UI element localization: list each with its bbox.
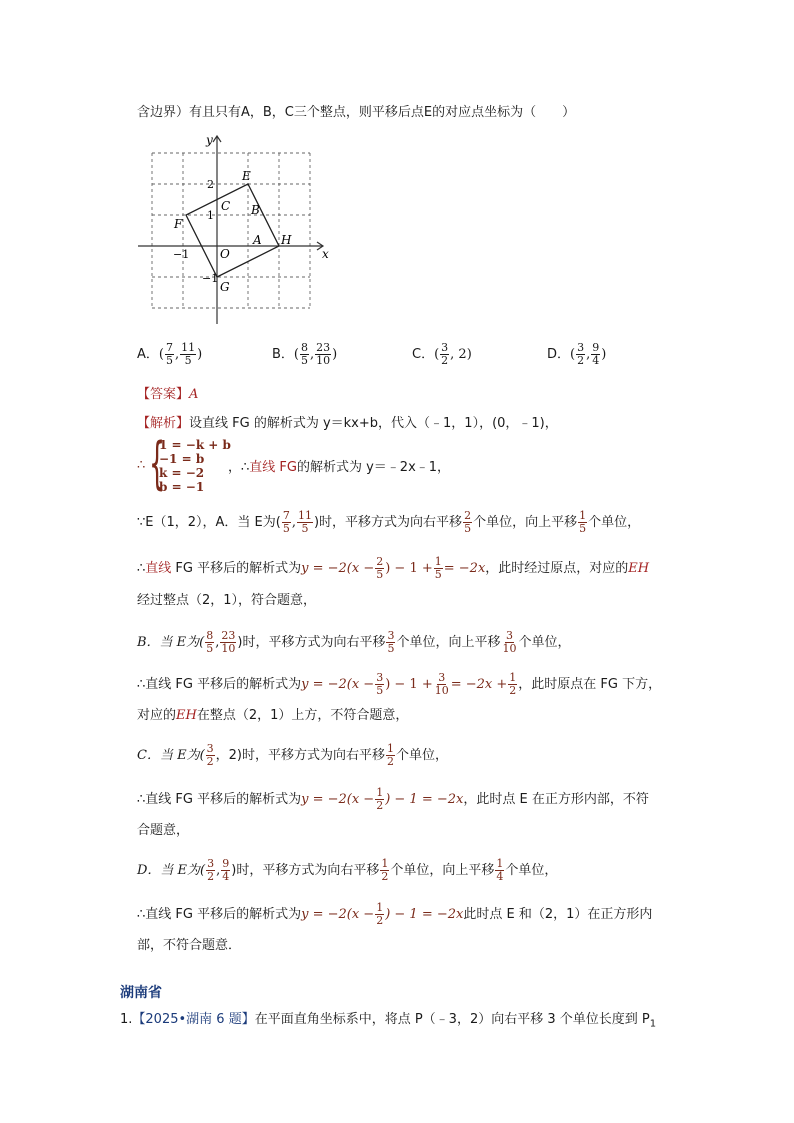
next-question-text: 在平面直角坐标系中，将点 P（﹣3，2）向右平移 3 个单位长度到 P — [254, 1012, 650, 1027]
frac-23-10-den: 10 — [221, 642, 236, 655]
l4f: = −2x — [443, 561, 486, 576]
l8b: EH — [176, 708, 197, 723]
l9a: C．当 E为( — [137, 748, 205, 763]
frac-3-2-den: 2 — [206, 755, 214, 768]
document-page: 含边界）有且只有A，B，C三个整点，则平移后点E的对应点坐标为（ ） x y 2 1 −1 −1 O E F C B A H G A．( $\frac{7}{5}$ , $\frac{11}{5}$ ) B．( $\frac{8}{5}$ , $\frac{23}{10}$ ) C．( $\frac{3}{2}$ , 2) D．( $\frac{3}{2}$ , $\frac{9}{4}$ ) 【答案】A 【解析】设直线 FG 的解析式为 y＝kx+b，代入（﹣1，1），(0，﹣1)， ∴ { 1 = −k + b −1 = b k = −2 b = −1 ，∴直线 FG的解析式为 y＝﹣2x﹣1， ∵E（1，2），A．当 E为( $\frac{7}{5}$ , $\frac{11}{5}$ )时，平移方式为向右平移 $\frac{2}{5}$ 个单位，向上平移 $\frac{1}{5}$ 个单位， ∴直线 FG 平移后的解析式为y = −2(x − $\frac{2}{5}$ ) − 1 + $\frac{1}{5}$ = −2x，此时经过原点，对应的EH 经过整点（2，1），符合题意， B．当 E为( $\frac{8}{5}$ , $\frac{23}{10}$ )时，平移方式为向右平移 $\frac{3}{5}$ 个单位，向上平移 $\frac{3}{10}$ 个单位， ∴直线 FG 平移后的解析式为y = −2(x − $\frac{3}{5}$ ) − 1 + $\frac{3}{10}$ = −2x + $\frac{1}{2}$ ，此时原点在 FG 下方， 对应的EH在整点（2，1）上方，不符合题意， C．当 E为( $\frac{3}{2}$ ，2)时，平移方式为向右平移 $\frac{1}{2}$ 个单位， ∴直线 FG 平移后的解析式为y = −2(x − $\frac{1}{2}$ ) − 1 = −2x，此时点 E 在正方形内部，不符 合题意， D．当 E为( $\frac{3}{2}$ , $\frac{9}{4}$ )时，平移方式为向右平移 $\frac{1}{2}$ 个单位，向上平移 $\frac{1}{4}$ 个单位， ∴直线 FG 平移后的解析式为y = −2(x − $\frac{1}{2}$ ) − 1 = −2x此时点 E 和（2，1）在正方形内 部，不符合题意． 湖南省 1.【2025•湖南 6 题】在平面直角坐标系中，将点 P（﹣3，2）向右平移 3 个单位长度到 $P_1$ — [0, 0, 794, 1123]
analysis-line-9 — [137, 743, 448, 768]
choice-B-letter: B． — [272, 347, 294, 362]
tick-1: 1 — [207, 209, 214, 222]
frac-2-5-den: 5 — [376, 568, 384, 581]
l12a: D．当 E为( — [137, 863, 206, 878]
analysis-l1: 设直线 FG 的解析式为 y＝kx+b，代入（﹣1，1），(0，﹣1)， — [189, 416, 558, 431]
choice-D-n1: 3 — [577, 341, 585, 354]
choice-C-d1: 2 — [441, 354, 449, 367]
l8a: 对应的 — [137, 708, 177, 723]
l6b: )时，平移方式为向右平移 — [237, 635, 386, 650]
frac-3-5-num: 3 — [387, 629, 395, 642]
choice-B-n1: 8 — [301, 341, 308, 354]
next-question-sub: 1 — [649, 1018, 657, 1030]
frac-2-5-den: 5 — [464, 522, 472, 535]
frac-1-5-num: 1 — [579, 509, 587, 522]
l7a: ∴直线 FG 平移后的解析式为 — [137, 677, 302, 692]
analysis-line-3: ∵E（1，2），A．当 E为( $\frac{7}{5}$ , $\frac{11}{5}$ )时，平移方式为向右平移 $\frac{2}{5}$ 个单位，向上平移 $\frac{1}{5}$ 个单位， — [137, 509, 641, 535]
answer-line — [137, 385, 198, 405]
choice-C-v2: 2 — [458, 347, 467, 362]
point-F-label: F — [174, 217, 183, 231]
frac-11-5-den: 5 — [301, 522, 309, 535]
frac-1-2-den: 2 — [376, 914, 384, 927]
frac-9-4-den: 4 — [222, 870, 230, 883]
l6c: 个单位，向上平移 — [396, 635, 501, 650]
system-eq-2: −1 = b — [159, 452, 205, 466]
l13a: ∴直线 FG 平移后的解析式为 — [137, 907, 302, 922]
l6a: B．当 E为( — [137, 635, 205, 650]
l10c: ) − 1 = −2x — [385, 792, 464, 807]
answer-value: A — [189, 387, 199, 402]
next-question-tag: 【2025•湖南 6 题】 — [132, 1012, 255, 1027]
analysis-line-5: 经过整点（2，1），符合题意， — [137, 593, 317, 608]
l6d: 个单位， — [518, 635, 571, 650]
frac-1-2-num: 1 — [376, 901, 384, 914]
choice-B: B．( $\frac{8}{5}$ , $\frac{23}{10}$ ) — [272, 341, 338, 367]
l3c: 个单位，向上平移 — [473, 515, 578, 530]
analysis-line-1 — [137, 414, 558, 434]
analysis-line-12: D．当 E为( $\frac{3}{2}$ , $\frac{9}{4}$ )时，平移方式为向右平移 $\frac{1}{2}$ 个单位，向上平移 $\frac{1}{4}$ 个单位， — [137, 857, 558, 883]
frac-3-2-den: 2 — [207, 870, 215, 883]
frac-1-4-num: 1 — [496, 857, 504, 870]
l3b: )时，平移方式为向右平移 — [313, 515, 463, 530]
l4a: ∴ — [137, 561, 146, 576]
frac-11-5-num: 11 — [297, 509, 312, 522]
section-title: 湖南省 — [120, 985, 162, 1001]
point-G-label: G — [220, 280, 230, 294]
choice-A: A．( $\frac{7}{5}$ , $\frac{11}{5}$ ) — [137, 341, 203, 367]
choice-D-d1: 2 — [577, 354, 585, 367]
frac-3-5-den: 5 — [387, 642, 395, 655]
l10b: y = −2(x − — [301, 792, 375, 807]
frac-2-5-num: 2 — [464, 509, 472, 522]
choice-C-n1: 3 — [441, 341, 449, 354]
choice-A-n1: 7 — [165, 341, 173, 354]
choice-C-letter: C． — [412, 347, 435, 362]
frac-7-5-den: 5 — [282, 522, 290, 535]
l3d: 个单位， — [588, 515, 641, 530]
frac-1-2-den: 2 — [509, 684, 517, 697]
analysis-line-8 — [137, 706, 408, 726]
frac-1-2-num: 1 — [376, 786, 384, 799]
brace: { — [149, 431, 166, 496]
frac-1-2-den: 2 — [387, 755, 394, 768]
tick-2: 2 — [207, 178, 214, 191]
l4d: y = −2(x − — [301, 561, 375, 576]
l13d: 此时点 E 和（2，1）在正方形内 — [463, 907, 653, 922]
frac-1-5-den: 5 — [434, 568, 442, 581]
next-question — [120, 1010, 656, 1035]
next-question-number: 1. — [120, 1012, 133, 1027]
y-axis-label: y — [206, 134, 213, 147]
l12c: 个单位，向上平移 — [390, 863, 495, 878]
l4c: FG 平移后的解析式为 — [171, 561, 302, 576]
frac-1-5-den: 5 — [579, 522, 587, 535]
system-eq-3: k = −2 — [159, 466, 205, 480]
l10d: ，此时点 E 在正方形内部，不符 — [463, 792, 649, 807]
frac-2-5-num: 2 — [376, 555, 384, 568]
l12d: 个单位， — [505, 863, 558, 878]
l10a: ∴直线 FG 平移后的解析式为 — [137, 792, 302, 807]
frac-1-2-num: 1 — [509, 671, 517, 684]
choice-A-d2: 5 — [184, 354, 192, 367]
system-tail-3: 的解析式为 y＝﹣2x﹣1， — [296, 460, 451, 475]
x-axis-label: x — [322, 247, 329, 261]
l13c: ) − 1 = −2x — [385, 907, 464, 922]
choice-B-d2: 10 — [316, 354, 331, 367]
frac-3-2-num: 3 — [206, 742, 214, 755]
l7c: ) − 1 + — [385, 677, 433, 692]
l4e: ) − 1 + — [385, 561, 433, 576]
frac-1-5-num: 1 — [434, 555, 442, 568]
choice-A-d1: 5 — [165, 354, 173, 367]
frac-3-10-den: 10 — [434, 684, 449, 697]
choice-A-n2: 11 — [181, 341, 196, 354]
choice-D: D．( $\frac{3}{2}$ , $\frac{9}{4}$ ) — [547, 341, 607, 367]
frac-8-5-den: 5 — [206, 642, 214, 655]
analysis-line-10 — [137, 787, 649, 812]
point-E-label: E — [242, 169, 251, 183]
system-tail-2: 直线 FG — [249, 460, 297, 475]
choice-C: C．( $\frac{3}{2}$ , 2) — [412, 341, 472, 367]
analysis-line-14: 部，不符合题意． — [137, 938, 242, 953]
answer-label: 【答案】 — [137, 387, 190, 402]
l4b: 直线 — [145, 561, 172, 576]
intro-line: 含边界）有且只有A，B，C三个整点，则平移后点E的对应点坐标为（ ） — [137, 105, 576, 120]
point-A-label: A — [253, 233, 262, 247]
frac-1-2-den: 2 — [381, 870, 389, 883]
choice-D-d2: 4 — [592, 354, 600, 367]
system-tail — [228, 458, 450, 478]
frac-9-4-num: 9 — [222, 857, 230, 870]
frac-3-10-num: 3 — [438, 671, 446, 684]
analysis-label: 【解析】 — [137, 416, 190, 431]
l8c: 在整点（2，1）上方，不符合题意， — [196, 708, 409, 723]
point-C-label: C — [221, 199, 231, 213]
analysis-line-4 — [137, 556, 649, 581]
choice-B-n2: 23 — [316, 341, 331, 354]
frac-3-10-num: 3 — [505, 629, 513, 642]
frac-1-4-den: 4 — [496, 870, 504, 883]
coordinate-figure — [138, 134, 338, 334]
tick-neg1-x: −1 — [173, 248, 190, 261]
frac-8-5-num: 8 — [206, 629, 214, 642]
frac-23-10-num: 23 — [221, 629, 236, 642]
frac-1-2-num: 1 — [387, 742, 394, 755]
l13b: y = −2(x − — [301, 907, 375, 922]
system-eq-4: b = −1 — [159, 480, 205, 494]
system-eq-1: 1 = −k + b — [159, 438, 231, 452]
choice-A-letter: A． — [137, 347, 159, 362]
l7e: ，此时原点在 FG 下方， — [518, 677, 662, 692]
l4h: EH — [628, 561, 650, 576]
l12b: )时，平移方式为向右平移 — [231, 863, 380, 878]
system-tail-1: ，∴ — [228, 460, 250, 475]
l3a: ∵E（1，2），A．当 E为( — [137, 515, 281, 530]
l9b: ，2)时，平移方式为向右平移 — [215, 748, 385, 763]
frac-3-5-num: 3 — [376, 671, 384, 684]
analysis-line-11: 合题意， — [137, 823, 190, 838]
point-B-label: B — [251, 203, 260, 217]
l4g: ，此时经过原点，对应的 — [485, 561, 629, 576]
choice-D-n2: 9 — [592, 341, 600, 354]
l9c: 个单位， — [396, 748, 449, 763]
analysis-line-13 — [137, 902, 652, 927]
frac-1-2-num: 1 — [381, 857, 389, 870]
tick-neg1-y: −1 — [202, 272, 219, 285]
frac-7-5-num: 7 — [282, 509, 290, 522]
frac-3-5-den: 5 — [376, 684, 384, 697]
choice-D-letter: D． — [547, 347, 571, 362]
origin-label: O — [220, 247, 230, 261]
frac-1-2-den: 2 — [376, 799, 384, 812]
frac-3-2-num: 3 — [207, 857, 215, 870]
choice-B-d1: 5 — [301, 354, 308, 367]
point-H-label: H — [281, 233, 292, 247]
analysis-line-6: B．当 E为( $\frac{8}{5}$ , $\frac{23}{10}$ )时，平移方式为向右平移 $\frac{3}{5}$ 个单位，向上平移 $\frac{3}{10}$ 个单位， — [137, 629, 571, 655]
l7d: = −2x + — [450, 677, 508, 692]
l7b: y = −2(x − — [301, 677, 375, 692]
frac-3-10-den: 10 — [502, 642, 517, 655]
analysis-line-7 — [137, 672, 661, 697]
